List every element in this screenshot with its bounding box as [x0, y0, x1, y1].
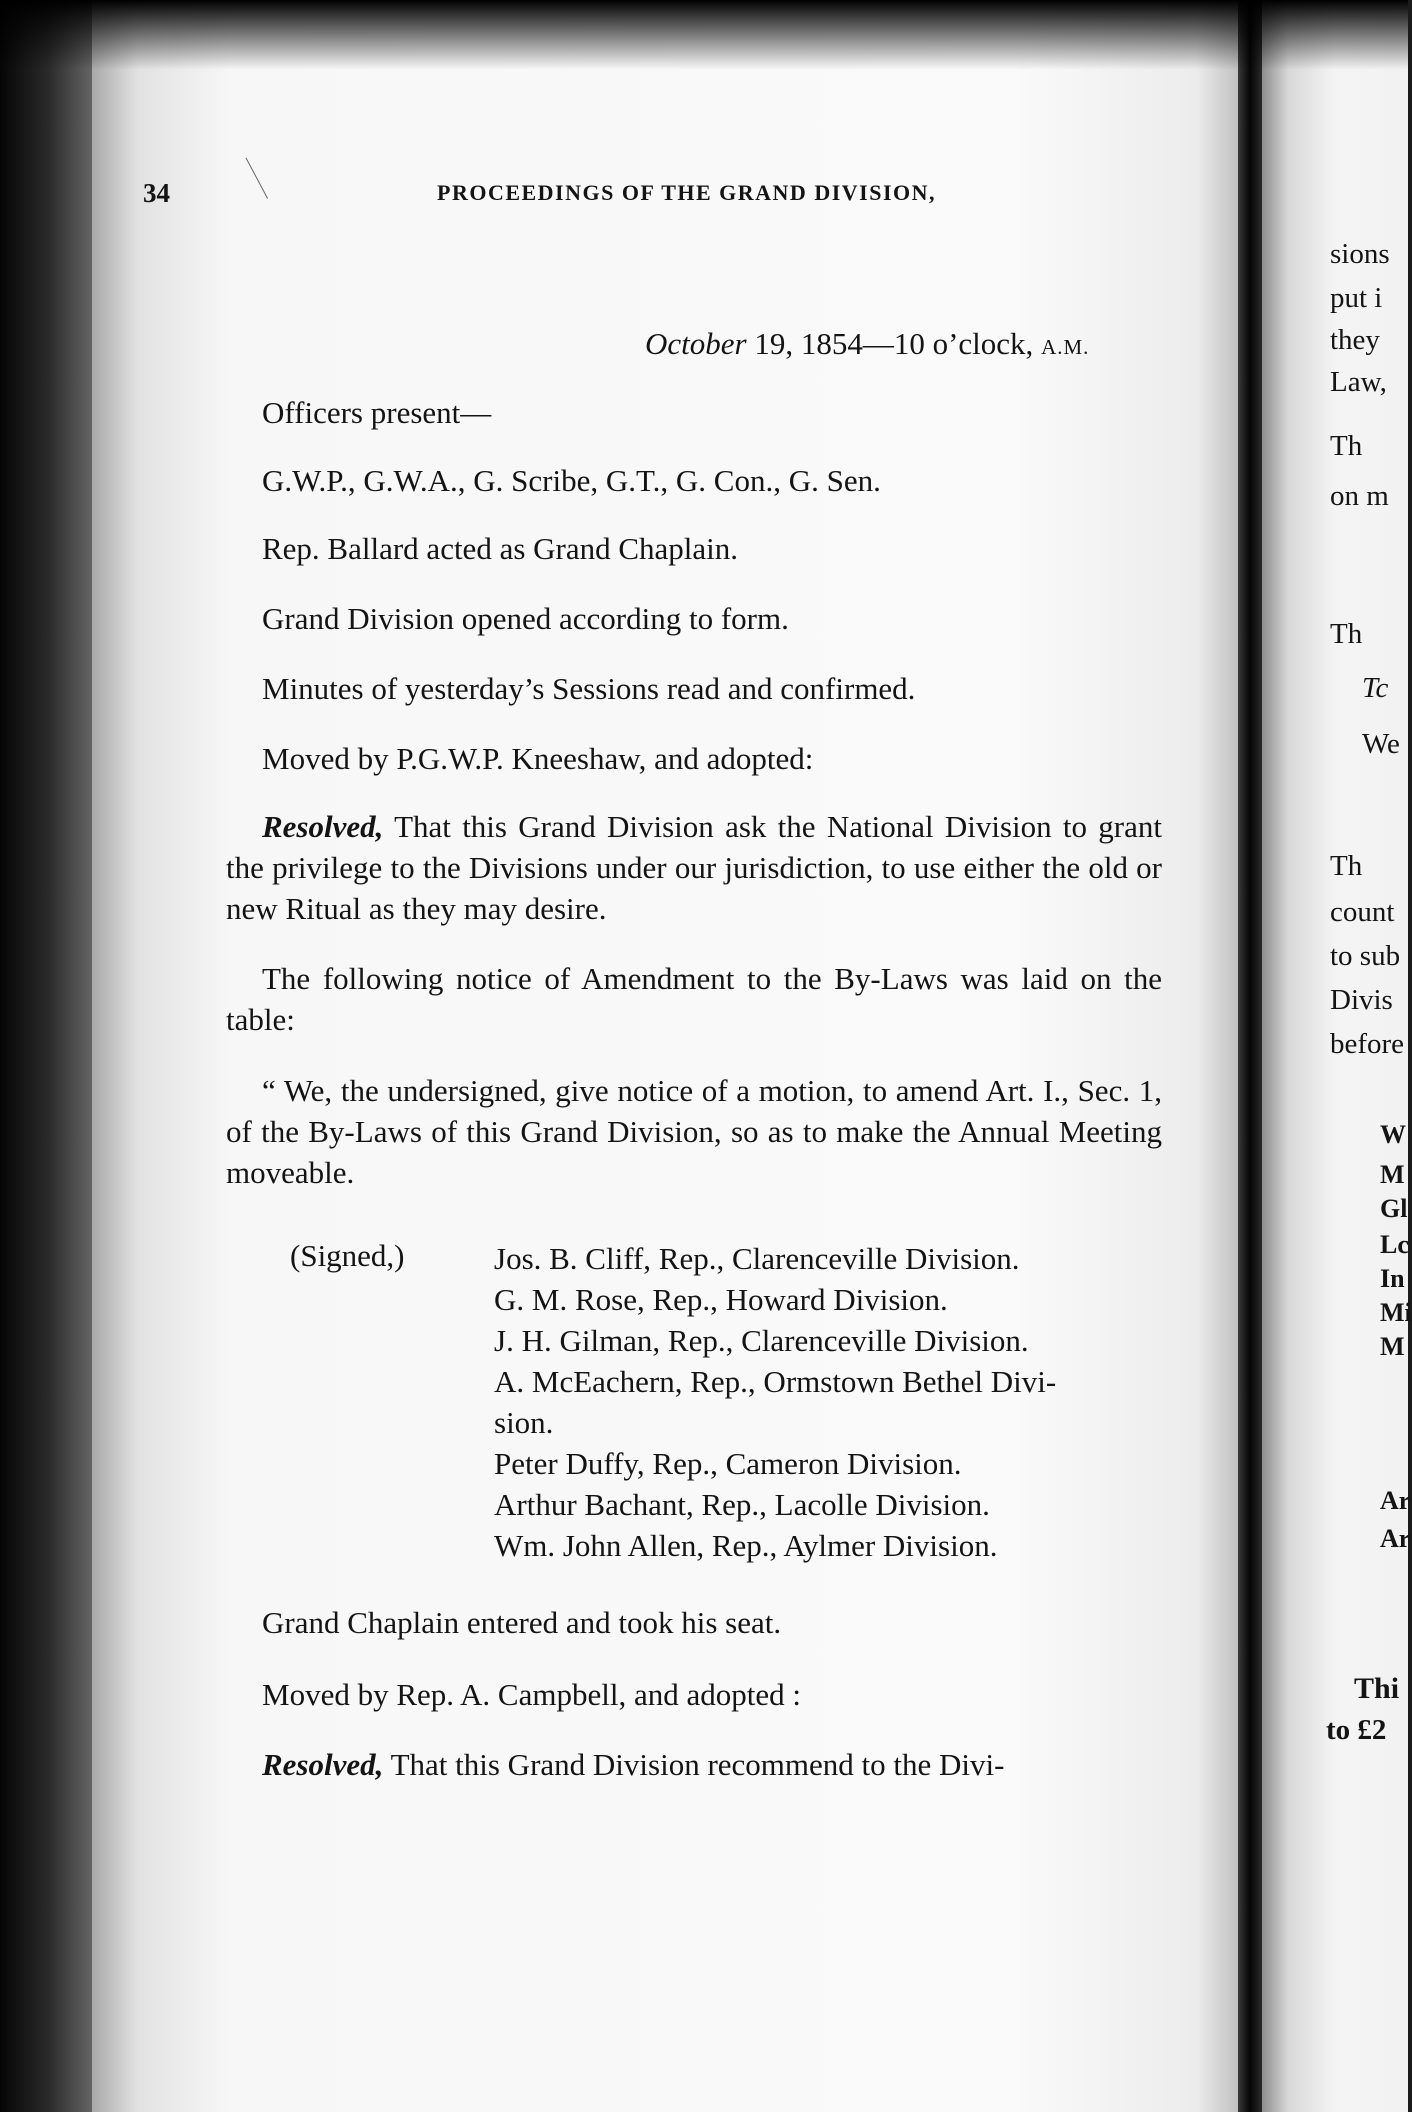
signatory: Wm. John Allen, Rep., Aylmer Division. — [494, 1528, 998, 1563]
amendment-quote: “ We, the undersigned, give notice of a motion, to amend Art. I., Sec. 1, of the By-Laws of this Grand Division, so as to make the Annual Meeting moveable. — [226, 1073, 1162, 1190]
facing-fragment: Thi — [1354, 1672, 1400, 1705]
facing-fragment: Lc — [1380, 1230, 1409, 1259]
facing-fragment: Tc — [1362, 672, 1389, 704]
officers-list: G.W.P., G.W.A., G. Scribe, G.T., G. Con., G. Sen. — [262, 463, 881, 498]
dateline — [645, 328, 1089, 359]
resolution-recommend-text: That this Grand Division recommend to the Divi- — [383, 1747, 1005, 1782]
resolved-label: Resolved, — [262, 809, 384, 844]
division-opened: Grand Division opened according to form. — [262, 601, 789, 636]
facing-fragment: to sub — [1330, 940, 1401, 972]
facing-fragment: Th — [1330, 850, 1363, 882]
signed-label: (Signed,) — [290, 1238, 405, 1273]
facing-fragment: before — [1330, 1028, 1405, 1060]
resolution-ritual — [226, 806, 1162, 929]
signatory-list — [494, 1238, 1174, 1566]
resolution-ritual-text: That this Grand Division ask the National Division to grant the privilege to the Divisions under our jurisdiction, to use either the old or new Ritual as they may desire. — [226, 809, 1162, 926]
signatory: G. M. Rose, Rep., Howard Division. — [494, 1282, 948, 1317]
facing-fragment: put i — [1330, 282, 1383, 314]
facing-fragment: Gl — [1380, 1194, 1408, 1223]
facing-fragment: Divis — [1330, 984, 1393, 1016]
facing-fragment: Law, — [1330, 366, 1387, 398]
resolved-label: Resolved, — [262, 1747, 384, 1782]
page-number: 34 — [143, 178, 170, 208]
resolution-recommend — [226, 1744, 1162, 1785]
facing-fragment: We — [1362, 728, 1400, 760]
chaplain-acting: Rep. Ballard acted as Grand Chaplain. — [262, 531, 739, 566]
moved-campbell: Moved by Rep. A. Campbell, and adopted : — [262, 1677, 801, 1712]
facing-fragment: Mi — [1380, 1298, 1412, 1327]
book-gutter — [1238, 0, 1262, 2112]
facing-fragment: M — [1380, 1160, 1405, 1189]
facing-fragment: they — [1330, 324, 1380, 356]
left-page — [92, 0, 1242, 2112]
facing-fragment: sions — [1330, 238, 1390, 270]
signatory: J. H. Gilman, Rep., Clarenceville Division. — [494, 1323, 1029, 1358]
dateline-month: October — [645, 326, 747, 361]
facing-fragment: Th — [1330, 430, 1363, 462]
facing-fragment: M — [1380, 1332, 1405, 1361]
amendment-notice: The following notice of Amendment to the By-Laws was laid on the table: — [226, 961, 1162, 1037]
running-head: PROCEEDINGS OF THE GRAND DIVISION, — [437, 180, 937, 205]
signatory: A. McEachern, Rep., Ormstown Bethel Divi- — [494, 1364, 1057, 1399]
facing-fragment: count — [1330, 896, 1395, 928]
facing-fragment: Th — [1330, 618, 1363, 650]
scan-top-shadow — [0, 0, 1408, 70]
minutes-confirmed: Minutes of yesterday’s Sessions read and confirmed. — [262, 671, 916, 706]
signatory-continuation: sion. — [494, 1405, 554, 1440]
signatory: Jos. B. Cliff, Rep., Clarenceville Division. — [494, 1241, 1020, 1276]
signatory: Arthur Bachant, Rep., Lacolle Division. — [494, 1487, 990, 1522]
moved-kneeshaw: Moved by P.G.W.P. Kneeshaw, and adopted: — [262, 741, 814, 776]
officers-present: Officers present— — [262, 395, 492, 430]
facing-page-edge — [1262, 0, 1412, 2112]
dateline-ampm: A.M. — [1041, 335, 1090, 359]
facing-fragment: to £2 — [1326, 1714, 1387, 1746]
signatory: Peter Duffy, Rep., Cameron Division. — [494, 1446, 962, 1481]
facing-fragment: W — [1380, 1120, 1406, 1149]
facing-fragment: Ar — [1380, 1486, 1411, 1515]
facing-fragment: Ar — [1380, 1524, 1411, 1553]
facing-fragment: on m — [1330, 480, 1389, 512]
dateline-rest: 19, 1854—10 o’clock, — [746, 326, 1042, 361]
facing-fragment: In — [1380, 1264, 1405, 1293]
chaplain-entered: Grand Chaplain entered and took his seat. — [262, 1605, 782, 1640]
